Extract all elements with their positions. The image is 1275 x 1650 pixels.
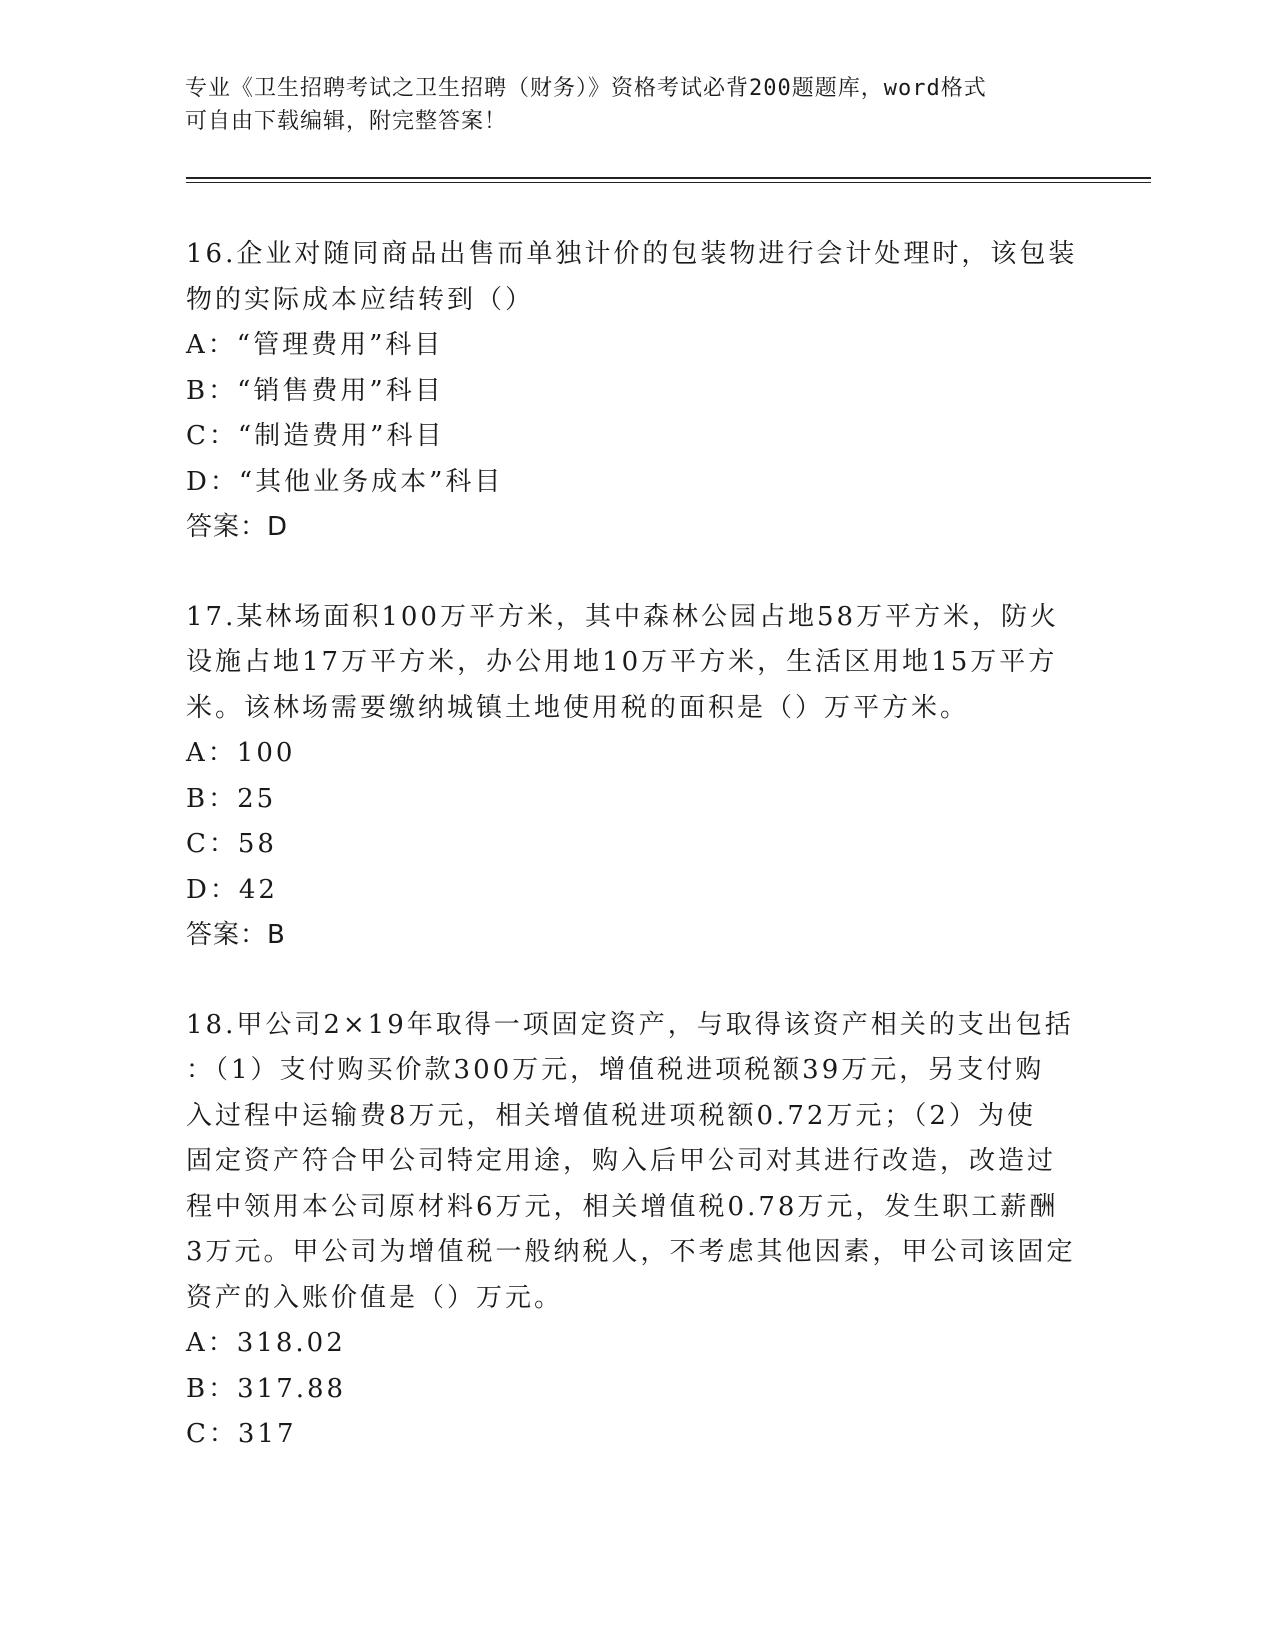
header-line: 可自由下载编辑，附完整答案！ — [185, 109, 508, 134]
option-a: A：100 — [186, 738, 296, 768]
header-divider — [186, 177, 1151, 183]
option-a: A：“管理费用”科目 — [186, 330, 444, 360]
question-text-line: ：（1）支付购买价款300万元，增值税进项税额39万元，另支付购 — [186, 1055, 1045, 1085]
question-16 — [186, 232, 1086, 551]
question-text-line: 程中领用本公司原材料6万元，相关增值税0.78万元，发生职工薪酬 — [186, 1191, 1059, 1222]
option-d: D：42 — [186, 874, 278, 905]
option-d: D：“其他业务成本”科目 — [186, 466, 504, 497]
question-text-line: 物的实际成本应结转到（） — [186, 284, 535, 315]
option-c: C：58 — [186, 829, 277, 859]
answer: 答案：B — [186, 920, 286, 950]
option-a: A：318.02 — [186, 1328, 346, 1358]
question-18 — [186, 1003, 1086, 1458]
question-text-line: 固定资产符合甲公司特定用途，购入后甲公司对其进行改造，改造过 — [186, 1146, 1057, 1176]
question-spacer — [186, 551, 1086, 595]
question-list — [186, 232, 1086, 1458]
question-text-line: 18.甲公司2×19年取得一项固定资产，与取得该资产相关的支出包括 — [186, 1009, 1074, 1040]
option-b: B：25 — [186, 783, 277, 814]
answer: 答案：D — [186, 512, 289, 542]
document-header — [185, 72, 1085, 138]
header-line: 专业《卫生招聘考试之卫生招聘（财务）》资格考试必背200题题库，word格式 — [185, 76, 987, 101]
question-spacer — [186, 959, 1086, 1003]
option-c: C：317 — [186, 1419, 297, 1449]
option-b: B：“销售费用”科目 — [186, 375, 444, 406]
option-b: B：317.88 — [186, 1373, 347, 1404]
question-text-line: 17.某林场面积100万平方米，其中森林公园占地58万平方米，防火 — [186, 601, 1060, 632]
question-text-line: 设施占地17万平方米，办公用地10万平方米，生活区用地15万平方 — [186, 647, 1058, 677]
question-text-line: 16.企业对随同商品出售而单独计价的包装物进行会计处理时，该包装 — [186, 239, 1078, 269]
question-text-line: 资产的入账价值是（）万元。 — [186, 1282, 564, 1313]
question-17 — [186, 595, 1086, 959]
question-text-line: 3万元。甲公司为增值税一般纳税人，不考虑其他因素，甲公司该固定 — [186, 1237, 1076, 1267]
question-text-line: 米。该林场需要缴纳城镇土地使用税的面积是（）万平方米。 — [186, 692, 970, 723]
question-text-line: 入过程中运输费8万元，相关增值税进项税额0.72万元；（2）为使 — [186, 1100, 1036, 1131]
option-c: C：“制造费用”科目 — [186, 421, 445, 451]
